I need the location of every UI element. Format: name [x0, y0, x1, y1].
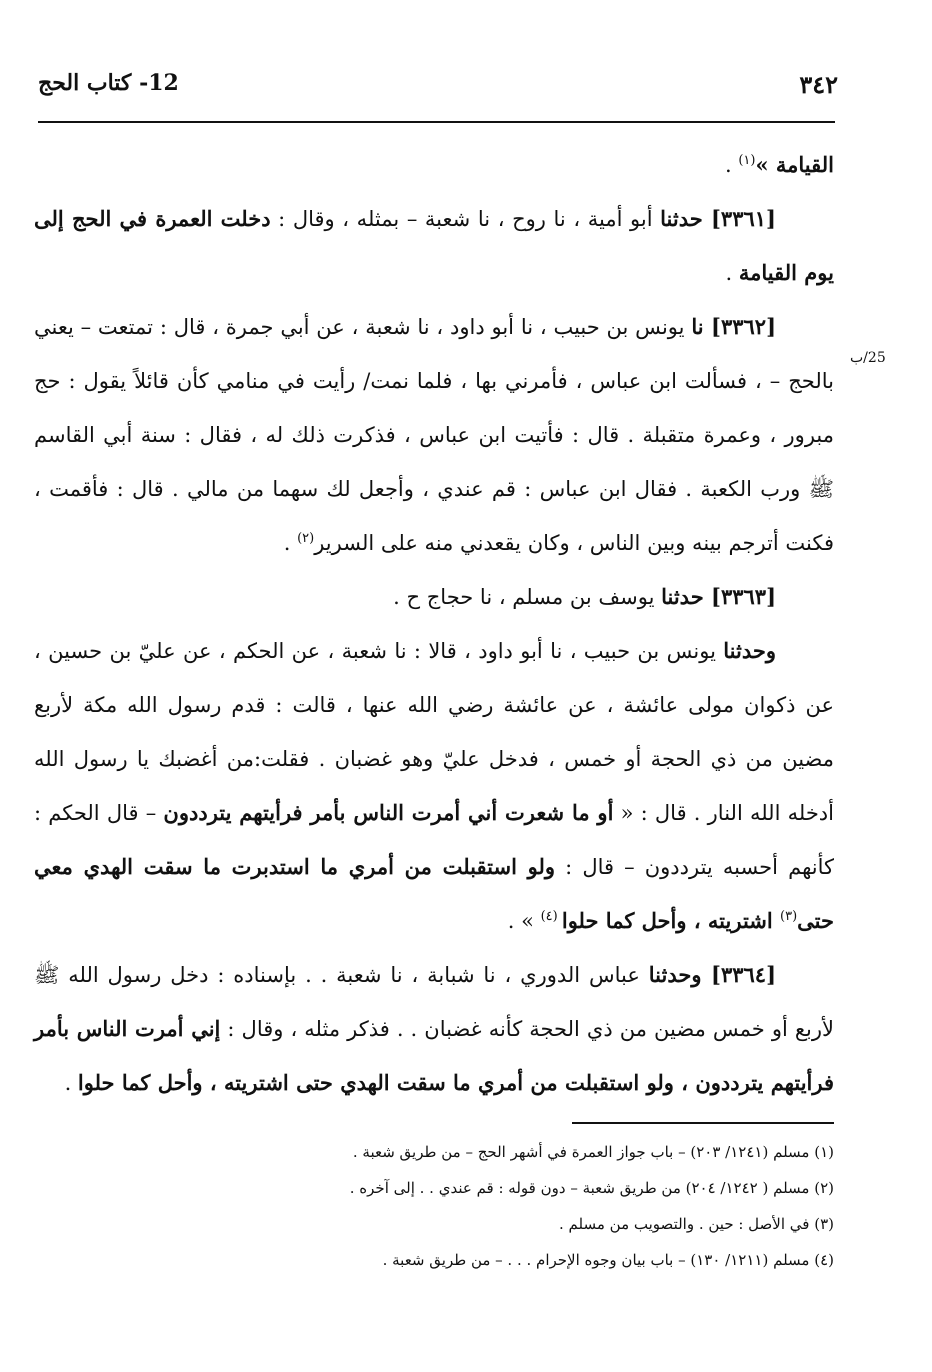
hadith-interjection: – قال الحكم : كأنهم أحسبه يترددون – قال :	[34, 801, 834, 879]
hadith-chain: أبو أمية ، نا روح ، نا شعبة – بمثله ، وقال :	[270, 207, 661, 231]
hadith-number: [٣٣٦١] حدثنا	[660, 206, 776, 231]
hadith-number: [٣٣٦٣] حدثنا	[661, 584, 776, 609]
page-header	[38, 70, 838, 110]
footnote-3: (٣) في الأصل : حين . والتصويب من مسلم .	[559, 1215, 834, 1233]
footnote-4: (٤) مسلم (١٢١١/ ١٣٠) – باب بيان وجوه الإحرام . . . – من طريق شعبة .	[382, 1251, 834, 1269]
continuation-end: .	[724, 153, 739, 177]
footnote-divider	[572, 1122, 834, 1124]
footnote-ref: (٤)	[540, 909, 562, 924]
hadith-text: عباس الدوري ، نا شبابة ، نا شعبة . . بإسناده : دخل رسول الله ﷺ لأربع أو خمس مضين من ذي الحجة كأنه غضبان . . فذكر مثله ، وقال :	[34, 963, 834, 1041]
footnote-ref: (٢)	[297, 531, 315, 546]
footnote-2: (٢) مسلم ( ١٢٤٢/ ٢٠٤) من طريق شعبة – دون قوله : قم عندي . . إلى آخره .	[349, 1179, 834, 1197]
hadith-matn: إني أمرت الناس بأمر فرأيتهم يترددون ، ولو استقبلت من أمري ما سقت الهدي حتى اشتريته ، وأحل كما حلوا	[34, 1016, 834, 1095]
hadith-number: [٣٣٦٢] نا	[691, 314, 776, 339]
chapter-title: 12- كتاب الحج	[38, 70, 179, 96]
hadith-3361	[34, 192, 834, 300]
hadith-matn: دخلت العمرة في الحج إلى يوم القيامة	[34, 206, 834, 285]
hadith-3364	[34, 948, 834, 1110]
hadith-end: .	[725, 261, 739, 285]
hadith-end: .	[64, 1071, 78, 1095]
hadith-3363-second-chain	[34, 624, 834, 948]
footnote-1: (١) مسلم (١٢٤١/ ٢٠٣) – باب جواز العمرة في أشهر الحج – من طريق شعبة .	[352, 1143, 834, 1161]
hadith-3363	[34, 570, 834, 624]
hadith-matn-2: ولو استقبلت من أمري ما استدبرت ما سقت الهدي معي حتى	[34, 854, 834, 933]
hadith-3362	[34, 300, 834, 570]
hadith-number: [٣٣٦٤] وحدثنا	[648, 962, 776, 987]
hadith-end: .	[283, 531, 298, 555]
continuation-text: القيامة »	[755, 152, 834, 177]
footnote-ref: (١)	[738, 153, 756, 168]
footnotes	[34, 1134, 834, 1278]
main-text	[34, 138, 834, 1110]
hadith-text: يونس بن حبيب ، نا أبو داود ، نا شعبة ، عن أبي جمرة ، قال : تمتعت – يعني بالحج – ، فسألت ابن عباس ، فأمرني بها ، فلما نمت/ رأيت في منامي كأن قائلاً يقول : حج مبرور ، وعمرة متقبلة . قال : فأتيت ابن عباس ، فذكرت ذلك له ، فقال : سنة أبي القاسم ﷺ ورب الكعبة . فقال ابن عباس : قم عندي ، وأجعل لك سهما من مالي . قال : فأقمت ، فكنت أترجم بينه وبين الناس ، وكان يقعدني منه على السرير	[34, 315, 835, 555]
hadith-text: يونس بن حبيب ، نا أبو داود ، قالا : نا شعبة ، عن الحكم ، عن عليّ بن حسين ، عن ذكوان مولى عائشة ، عن عائشة رضي الله عنها ، قالت : قدم رسول الله مكة لأربع مضين من ذي الحجة أو خمس ، فدخل عليّ وهو غضبان . فقلت:من أغضبك يا رسول الله أدخله الله النار . قال : «	[34, 639, 834, 825]
hadith-matn-3: اشتريته ، وأحل كما حلوا	[561, 908, 781, 933]
hadith-end: » .	[507, 909, 541, 933]
footnote-ref: (٣)	[780, 909, 798, 924]
margin-folio-note: 25/ب	[850, 350, 886, 366]
chain-lead: وحدثنا	[723, 638, 776, 663]
hadith-chain: يوسف بن مسلم ، نا حجاج ح .	[393, 585, 662, 609]
header-divider	[38, 121, 835, 123]
hadith-matn-1: أو ما شعرت أني أمرت الناس بأمر فرأيتهم يترددون	[163, 800, 614, 825]
paragraph-continuation	[34, 138, 834, 192]
page-number: ٣٤٢	[799, 70, 838, 99]
